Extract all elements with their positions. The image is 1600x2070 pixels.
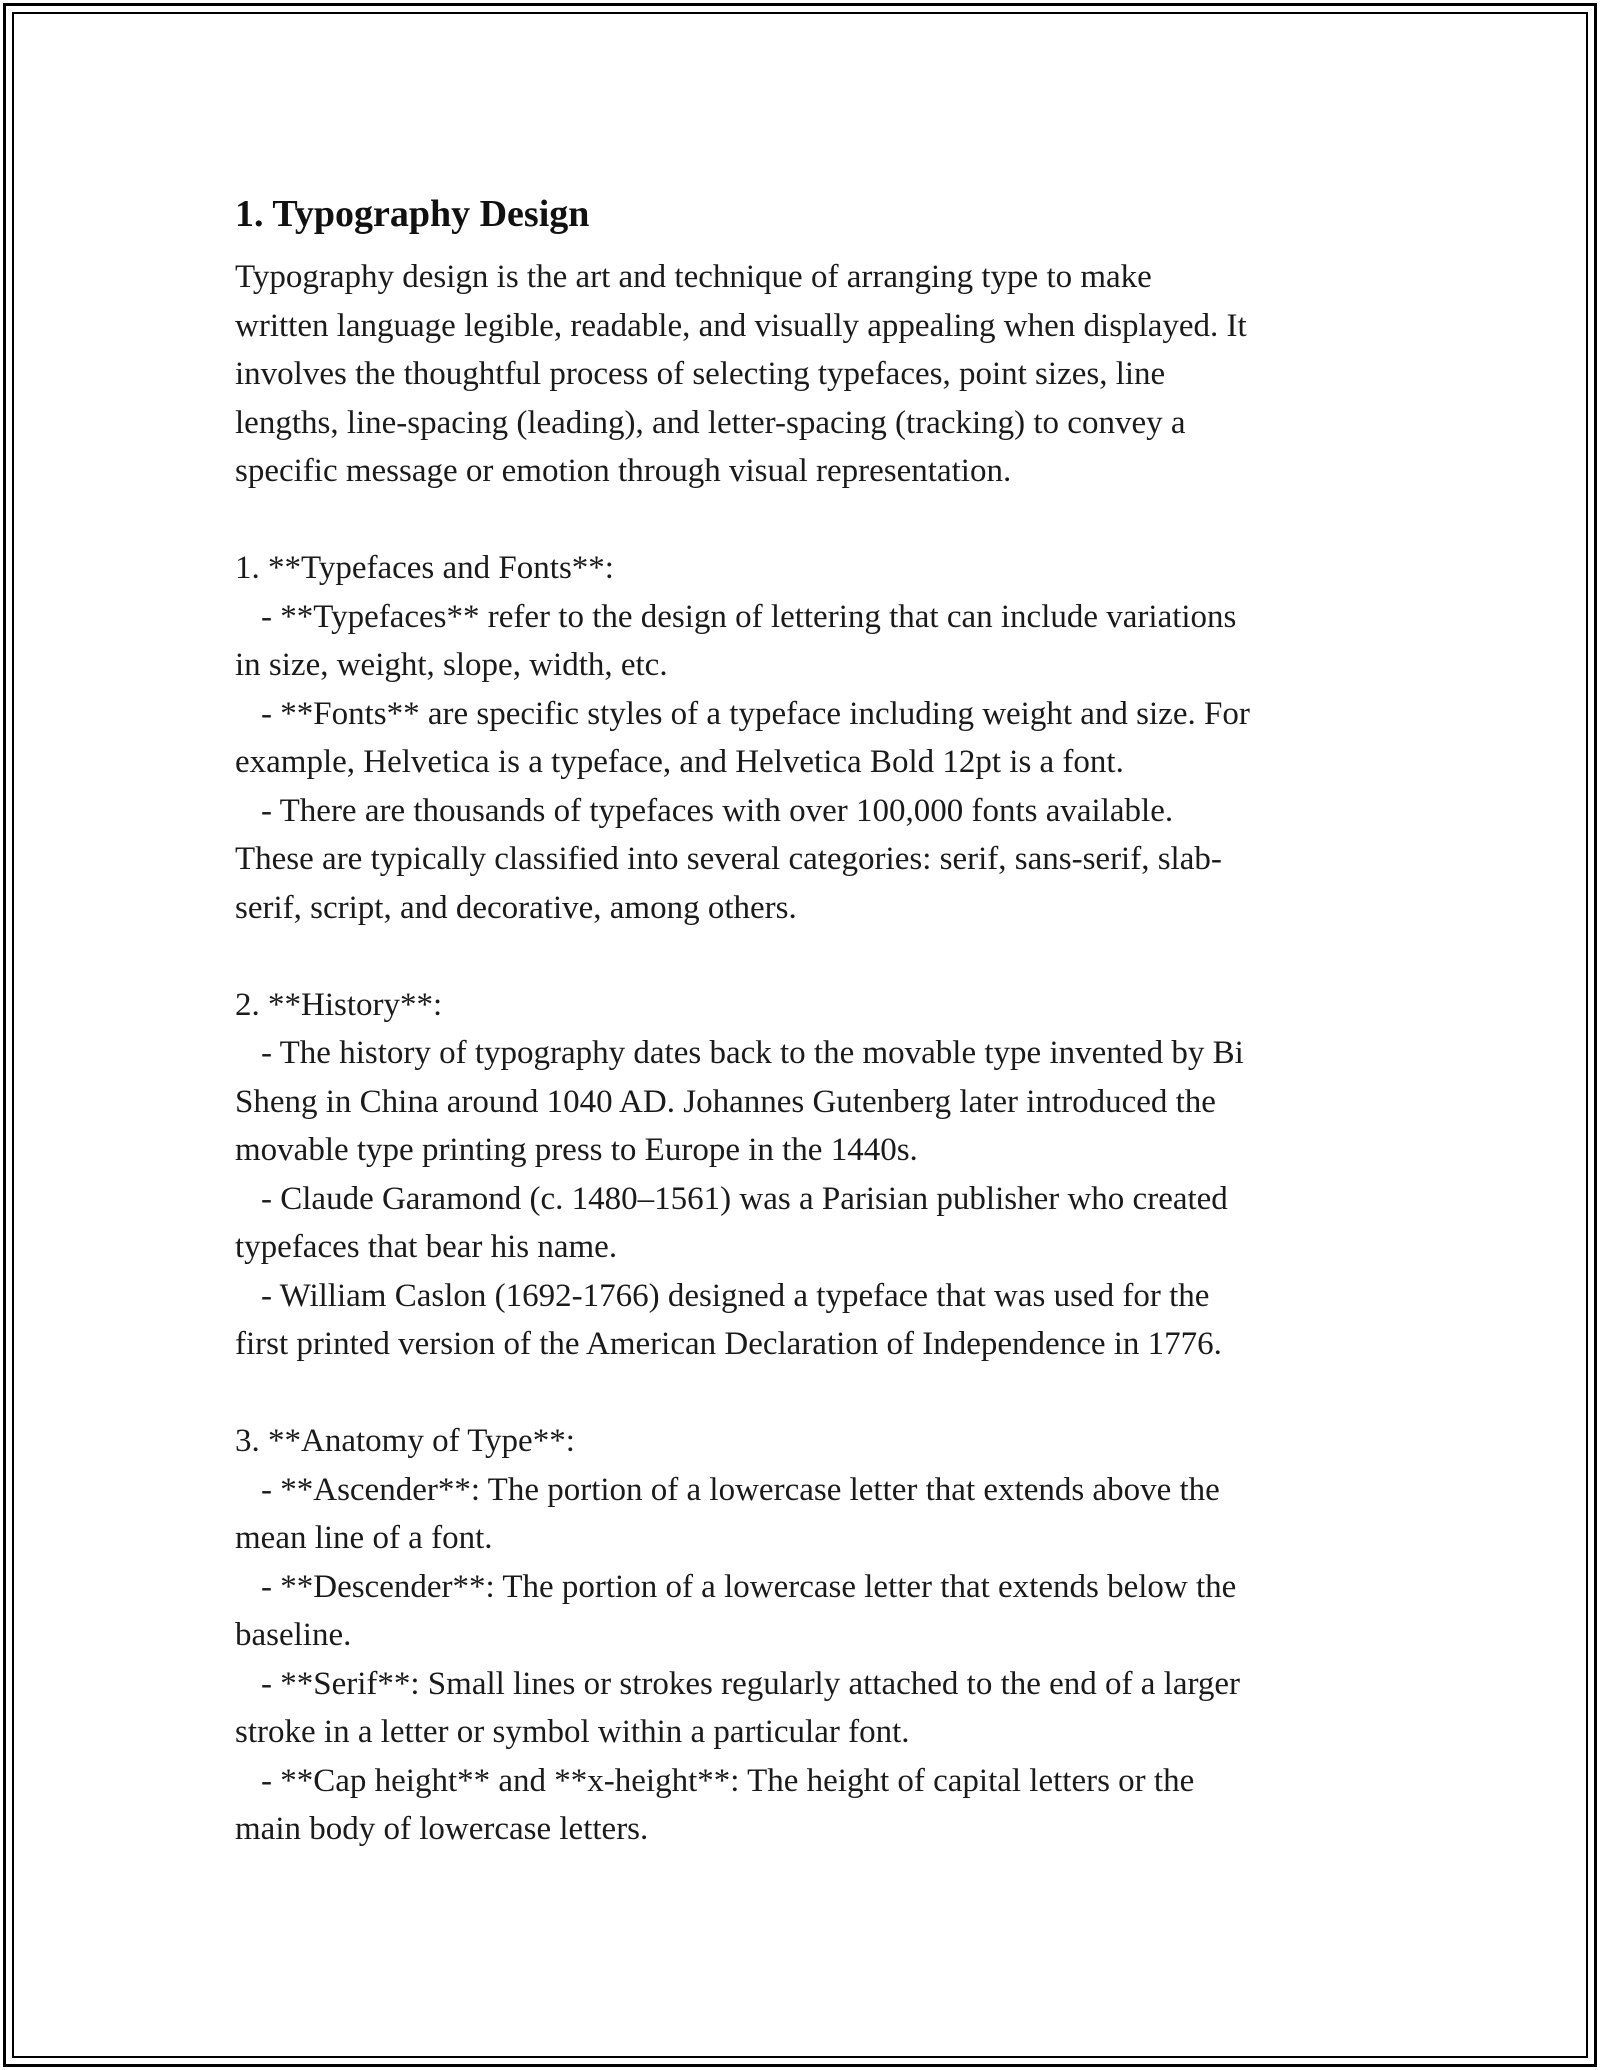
list-item-line (235, 1126, 1370, 1175)
list-item-line (235, 1660, 1370, 1709)
line-text: - **Serif**: Small lines or strokes regularly attached to the end of a larger (261, 1665, 1241, 1702)
list-item-line (235, 1078, 1370, 1127)
list-item-line (235, 835, 1370, 884)
line-text: example, Helvetica is a typeface, and Helvetica Bold 12pt is a font. (235, 744, 1124, 780)
line-text: - The history of typography dates back to the movable type invented by Bi (261, 1035, 1244, 1071)
list-item-line (235, 787, 1370, 836)
list-item-line (235, 1708, 1370, 1757)
line-text: serif, script, and decorative, among others. (235, 889, 797, 926)
list-item-line (235, 1805, 1370, 1854)
line-text: 2. **History**: (235, 986, 443, 1023)
line-text: - Claude Garamond (c. 1480–1561) was a Parisian publisher who created (261, 1180, 1228, 1217)
list-item-line (235, 1029, 1370, 1078)
line-text: - William Caslon (1692-1766) designed a typeface that was used for the (261, 1277, 1210, 1314)
line-text: baseline. (235, 1617, 352, 1653)
list-item-line (235, 1757, 1370, 1806)
intro-line: specific message or emotion through visual representation. (235, 453, 1012, 489)
section-history (235, 981, 1370, 1369)
section-heading: 1. Typography Design (235, 193, 590, 235)
line-text: mean line of a font. (235, 1520, 493, 1556)
line-text: - **Descender**: The portion of a lowercase letter that extends below the (261, 1568, 1237, 1605)
line-text: 3. **Anatomy of Type**: (235, 1423, 575, 1459)
line-text: movable type printing press to Europe in the 1440s. (235, 1132, 918, 1168)
line-text: stroke in a letter or symbol within a particular font. (235, 1714, 910, 1750)
list-item-line (235, 1466, 1370, 1515)
list-item-line (235, 1272, 1370, 1321)
list-item-line (235, 1611, 1370, 1660)
list-item-heading (235, 1417, 1370, 1466)
paragraph-gap (235, 1369, 1370, 1418)
list-item-line (235, 884, 1370, 933)
list-item-line (235, 738, 1370, 787)
line-text: - **Cap height** and **x-height**: The height of capital letters or the (261, 1762, 1195, 1799)
list-item-line (235, 593, 1370, 642)
line-text: in size, weight, slope, width, etc. (235, 647, 668, 683)
list-item-line (235, 1563, 1370, 1612)
paragraph-gap (235, 932, 1370, 981)
list-item-line (235, 1223, 1370, 1272)
line-text: These are typically classified into several categories: serif, sans-serif, slab- (235, 841, 1222, 877)
line-text: - There are thousands of typefaces with over 100,000 fonts available. (261, 792, 1174, 829)
intro-line: Typography design is the art and technique of arranging type to make (235, 259, 1152, 295)
line-text: first printed version of the American Declaration of Independence in 1776. (235, 1326, 1222, 1362)
list-item-line (235, 1514, 1370, 1563)
line-text: - **Fonts** are specific styles of a typeface including weight and size. For (261, 695, 1250, 732)
section-anatomy-of-type (235, 1417, 1370, 1854)
list-item-heading (235, 544, 1370, 593)
list-item-heading (235, 981, 1370, 1030)
line-text: 1. **Typefaces and Fonts**: (235, 550, 614, 586)
intro-line: lengths, line-spacing (leading), and letter-spacing (tracking) to convey a (235, 404, 1186, 441)
intro-line: written language legible, readable, and visually appealing when displayed. It (235, 307, 1247, 344)
list-item-line (235, 1175, 1370, 1224)
intro-paragraph (235, 253, 1370, 496)
list-item-line (235, 690, 1370, 739)
line-text: typefaces that bear his name. (235, 1229, 618, 1265)
line-text: main body of lowercase letters. (235, 1811, 649, 1847)
intro-line: involves the thoughtful process of selecting typefaces, point sizes, line (235, 356, 1166, 392)
document-body (235, 183, 1370, 1854)
section-typefaces-and-fonts (235, 544, 1370, 932)
paragraph-gap (235, 496, 1370, 545)
list-item-line (235, 641, 1370, 690)
line-text: Sheng in China around 1040 AD. Johannes Gutenberg later introduced the (235, 1083, 1216, 1120)
line-text: - **Typefaces** refer to the design of lettering that can include variations (261, 598, 1237, 635)
list-item-line (235, 1320, 1370, 1369)
line-text: - **Ascender**: The portion of a lowercase letter that extends above the (261, 1471, 1220, 1508)
